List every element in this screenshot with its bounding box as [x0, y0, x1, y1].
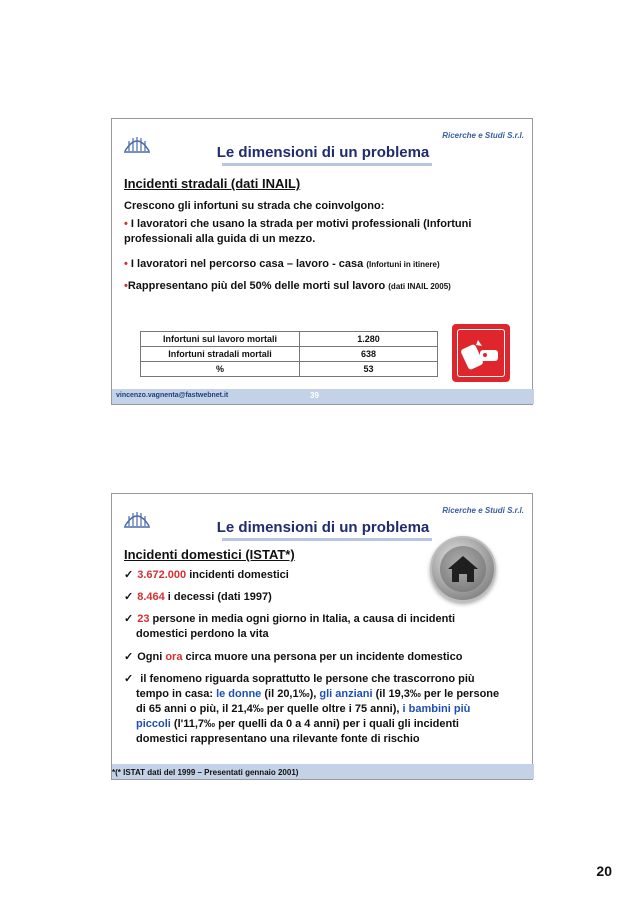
slide-footer — [112, 389, 534, 404]
author-email: vincenzo.vagnenta@fastwebnet.it — [116, 392, 229, 399]
car-crash-icon — [458, 330, 504, 376]
slide-title: Le dimensioni di un problema — [216, 144, 430, 161]
bullet-professional: • I lavoratori che usano la strada per motivi professionali (Infortuni professionali alla guida di un mezzo. — [124, 218, 472, 245]
slide-footer — [112, 764, 534, 779]
slide-road-accidents — [111, 118, 533, 405]
slide-number: 39 — [310, 391, 319, 400]
item-deaths: ✓ 8.464 i decessi (dati 1997) — [124, 591, 272, 603]
table-row: Infortuni sul lavoro mortali 1.280 — [141, 332, 438, 347]
section-heading: Incidenti domestici (ISTAT*) — [124, 547, 295, 562]
bullet-dot-icon: • — [124, 280, 128, 292]
checkmark-icon: ✓ — [124, 651, 134, 663]
source-note: *(* ISTAT dati del 1999 – Presentati gennaio 2001) — [112, 768, 299, 777]
checkmark-icon: ✓ — [124, 591, 134, 603]
item-phenomenon: ✓ il fenomeno riguarda soprattutto le persone che trascorrono più tempo in casa: le donne (il 20,1‰), gli anziani (il 19,3‰ per le persone di 65 anni o più, il 21,4‰ per quelle oltre i 75 anni), i bambini più piccoli (l'11,7‰ per quelli da 0 a 4 anni) per i quali gli incidenti domestici rappresentano una rilevante fonte di rischio — [124, 673, 500, 745]
item-hourly: ✓ Ogni ora circa muore una persona per un incidente domestico — [124, 651, 463, 663]
bullet-percentage: •Rappresentano più del 50% delle morti sul lavoro (dati INAIL 2005) — [124, 280, 451, 292]
slide-domestic-accidents — [111, 493, 533, 780]
title-underline — [222, 538, 432, 541]
fatalities-table — [140, 331, 438, 377]
table-row: Infortuni stradali mortali 638 — [141, 347, 438, 362]
table-row: % 53 — [141, 362, 438, 377]
item-incidents: ✓ 3.672.000 incidenti domestici — [124, 569, 289, 581]
checkmark-icon: ✓ — [124, 569, 134, 581]
page-number: 20 — [596, 863, 612, 879]
brand-name: Ricerche e Studi S.r.l. — [442, 506, 524, 515]
bullet-commute: • I lavoratori nel percorso casa – lavoro - casa (Infortuni in itinere) — [124, 258, 440, 270]
checkmark-icon: ✓ — [124, 673, 134, 685]
brand-name: Ricerche e Studi S.r.l. — [442, 131, 524, 140]
item-daily: ✓ 23 persone in media ogni giorno in Italia, a causa di incidenti domestici perdono la vita — [124, 613, 456, 640]
section-heading: Incidenti stradali (dati INAIL) — [124, 176, 301, 191]
car-crash-warning-icon — [452, 324, 510, 382]
checkmark-icon: ✓ — [124, 613, 134, 625]
slide-title: Le dimensioni di un problema — [216, 519, 430, 536]
intro-text: Crescono gli infortuni su strada che coinvolgono: — [124, 200, 385, 212]
bullet-dot-icon: • — [124, 218, 128, 230]
bullet-dot-icon: • — [124, 258, 128, 270]
title-underline — [222, 163, 432, 166]
